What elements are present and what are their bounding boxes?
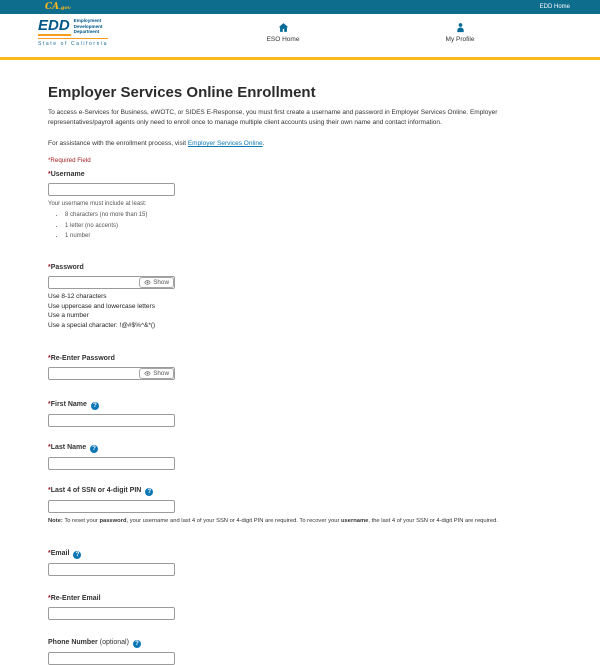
first-name-label-text: First Name (50, 401, 87, 408)
username-field-group (48, 170, 560, 239)
reenter-password-show-label: Show (153, 370, 169, 377)
edd-acronym: EDD (38, 17, 70, 35)
reenter-email-field-group (48, 594, 560, 620)
last-name-help-icon[interactable]: ? (90, 445, 98, 453)
last-name-field-group (48, 443, 560, 470)
ssn-pin-label (48, 486, 560, 496)
phone-label: Phone Number (optional) ? (48, 638, 560, 648)
edd-dept-line: Development (73, 23, 103, 29)
main-content (0, 60, 600, 665)
eye-icon (144, 280, 151, 285)
home-icon (278, 22, 289, 33)
reenter-password-label-text: Re-Enter Password (50, 355, 115, 362)
ssn-pin-label-text: Last 4 of SSN or 4-digit PIN (50, 487, 142, 494)
edd-dept-lines (74, 18, 103, 36)
phone-field-group (48, 638, 560, 665)
ssn-pin-input[interactable] (48, 500, 175, 513)
username-hint-item: • 8 characters (no more than 15) (65, 212, 560, 218)
reenter-password-field-group (48, 354, 560, 380)
reenter-password-show-button[interactable] (139, 368, 174, 379)
last-name-label (48, 443, 560, 453)
required-asterisk: * (48, 171, 51, 178)
edd-dept-line: Employment (73, 18, 102, 23)
required-asterisk: * (48, 595, 51, 602)
first-name-label (48, 400, 560, 410)
email-label-text: Email (50, 550, 70, 557)
email-label (48, 549, 560, 559)
reenter-password-label (48, 354, 560, 363)
email-field-group (48, 549, 560, 576)
last-name-input[interactable] (48, 457, 175, 470)
edd-dept-line: Department (73, 29, 100, 35)
password-rule-item: Use a number (48, 312, 89, 319)
nav-eso-home[interactable] (243, 22, 323, 43)
password-show-button[interactable] (139, 277, 174, 288)
reenter-email-label-text: Re-Enter Email (50, 595, 101, 602)
first-name-help-icon[interactable]: ? (91, 402, 99, 410)
nav-eso-home-label: ESO Home (266, 36, 300, 43)
reenter-email-input[interactable] (48, 607, 175, 620)
username-hint-item: • 1 number (65, 233, 560, 239)
first-name-input[interactable] (48, 414, 175, 427)
required-asterisk: * (48, 550, 51, 557)
password-rule-item: Use uppercase and lowercase letters (48, 302, 155, 310)
username-hints-list (48, 212, 560, 239)
ssn-pin-field-group (48, 486, 560, 525)
required-field-note: *Required Field (48, 157, 91, 164)
intro-paragraph: To access e-Services for Business, eWOTC, or SIDES E-Response, you must first create a username and password in Employer Services Online. Employer representatives/payroll agents only need to enroll once to manage multiple client accounts using their own name and contact information. (48, 109, 498, 126)
topbar (0, 0, 600, 14)
required-asterisk: * (48, 355, 51, 362)
password-label (48, 263, 560, 272)
required-asterisk: * (48, 264, 51, 271)
reenter-email-label (48, 594, 560, 603)
password-rule-item: Use 8-12 characters (48, 293, 107, 300)
username-hint-item: • 1 letter (no accents) (65, 223, 560, 229)
ca-gov-logo-ca: CA (45, 1, 60, 12)
edd-state-line: State of California (38, 38, 108, 47)
email-input[interactable] (48, 563, 175, 576)
password-rule-item: Use a special character: !@#$%^&*() (48, 321, 156, 329)
required-asterisk: * (48, 401, 51, 408)
edd-home-link[interactable]: EDD Home (539, 4, 570, 10)
ca-gov-logo-gov: .gov (59, 4, 71, 11)
password-field-group (48, 263, 560, 330)
password-label-text: Password (50, 264, 84, 271)
note-label: Note: (48, 518, 63, 524)
eye-icon (144, 371, 151, 376)
username-input[interactable] (48, 183, 175, 196)
email-help-icon[interactable]: ? (73, 551, 81, 559)
ssn-pin-help-icon[interactable]: ? (145, 488, 153, 496)
required-asterisk: * (48, 487, 51, 494)
password-rules-list (48, 292, 560, 330)
last-name-label-text: Last Name (50, 444, 87, 451)
page-title: Employer Services Online Enrollment (48, 84, 316, 101)
edd-logo[interactable] (38, 18, 108, 47)
ca-gov-logo[interactable] (45, 3, 71, 12)
phone-help-icon[interactable]: ? (133, 640, 141, 648)
required-asterisk: * (48, 444, 51, 451)
assistance-suffix: . (262, 140, 265, 147)
person-icon (455, 22, 466, 33)
employer-services-online-link[interactable]: Employer Services Online (187, 140, 263, 147)
first-name-field-group (48, 400, 560, 427)
ssn-pin-note: Note: To reset your password, your username and last 4 of your SSN or 4-digit PIN are required. To recover your username, the last 4 of your SSN or 4-digit PIN are required. (48, 518, 498, 524)
password-show-label: Show (153, 279, 169, 286)
phone-label-text: Phone Number (48, 639, 98, 646)
assistance-text: For assistance with the enrollment process, visit (48, 140, 188, 147)
assistance-paragraph (48, 139, 560, 148)
nav-my-profile[interactable] (420, 22, 500, 43)
site-header (0, 14, 600, 57)
username-label-text: Username (50, 171, 85, 178)
nav-my-profile-label: My Profile (445, 36, 475, 43)
phone-input[interactable] (48, 652, 175, 665)
username-hint-title: Your username must include at least: (48, 201, 147, 207)
username-label (48, 170, 560, 179)
